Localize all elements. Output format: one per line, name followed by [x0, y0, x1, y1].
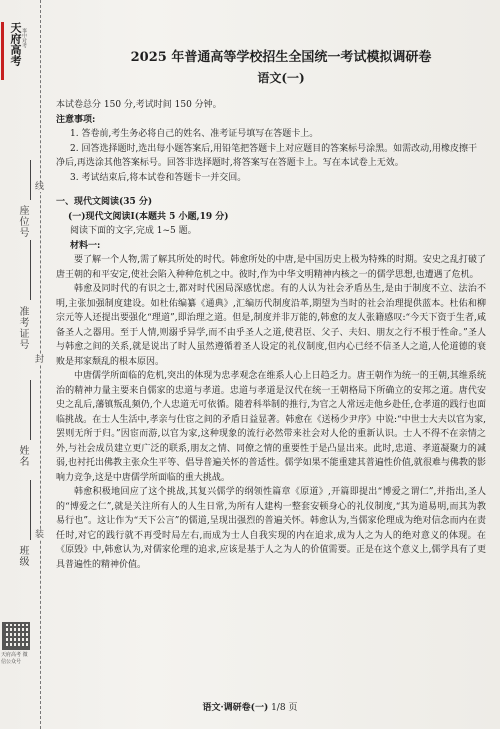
logo-subtext: 事中对考: [21, 28, 27, 48]
passage-paragraph: 韩愈积极地回应了这个挑战,其复兴儒学的纲领性篇章《原道》,开篇即提出“博爱之谓仁”,并指出,圣人的“博爱之仁”,就是关注所有人的人生日常,为所有人建构一整套安顿身心的礼仪制度,“其为道易明,而其为教易行也”。这让作为“天下公言”的儒道,呈现出强烈的普遍关怀。韩愈认为,当儒家伦理成为绝对信念而内在责任时,对它的践行就不再受时局左右,而成为士人自我实现的内在追求,成为人之为人的绝对意义的体现。在《原毁》中,韩愈认为,对儒家伦理的追求,应该是基于人之为人的价值需要。正是在这个意义上,儒学具有了更具普遍性的精神价值。: [56, 487, 486, 570]
exam-subtitle: 语文(一): [257, 71, 305, 85]
exam-content: [56, 46, 486, 572]
passage-paragraph: 韩愈及同时代的有识之士,都对时代困局深感忧虑。有的人认为社会矛盾丛生,是由于制度不立、法治不明,主张加强制度建设。如杜佑编纂《通典》,汇编历代制度沿革,期望为当时的社会治理提供蓝本。杜佑和柳宗元等人还提出要强化“理道”,即治理之道。但是,制度并非万能的,韩愈的友人张籍感叹:“今天下资于生者,咸备圣人之器用。至于人情,则溺乎异学,而不由乎圣人之道,使君臣、父子、夫妇、朋友之行不根于性命。”圣人与韩愈之间的关系,就是说出了时人虽然遵循着圣人设定的礼仪制度,但内心已经不信圣人之道,人伦道德的衰败是邦家颓乱的根本原因。: [56, 284, 486, 367]
seat-number-label: 座位号: [17, 205, 28, 238]
name-label: 姓名: [17, 445, 28, 467]
cut-mark-line: 线: [35, 182, 45, 192]
page-footer: [0, 700, 500, 713]
exam-number-label: 准考证号: [17, 306, 28, 350]
name-line: [30, 380, 31, 440]
notes-heading: 注意事项:: [56, 114, 96, 125]
note-item: 1. 答卷前,考生务必将自己的姓名、准考证号填写在答题卡上。: [70, 129, 319, 139]
exam-number-line: [30, 240, 31, 300]
class-line: [30, 480, 31, 540]
material-label: 材料一:: [70, 240, 101, 251]
logo-text: 天府高考: [9, 22, 22, 66]
footer-label: 语文·调研卷(一): [202, 703, 269, 713]
reading-instruction: 阅读下面的文字,完成 1~5 题。: [70, 226, 197, 236]
seat-number-line: [30, 160, 31, 200]
exam-title: 2025 年普通高等学校招生全国统一考试模拟调研卷: [130, 50, 432, 65]
binding-strip: [0, 0, 44, 729]
passage-paragraph: 中唐儒学所面临的危机,突出的体现为忠孝观念在维系人心上日趋乏力。唐王朝作为统一的王朝,其维系统治的精神力量主要来自儒家的忠道与孝道。忠道与孝道是汉代在统一王朝格局下所确立的安邦之道。唐代安史之乱后,藩镇叛乱频仍,个人忠道无可依循。随着科举制的推行,为官之人常远走他乡赴任,仓孝道的践行也面临挑战。在士人生活中,孝亲与仕宦之间的矛盾日益显著。韩愈在《送杨少尹序》中说:“中世士大夫以官为家,罢则无所于归。”因宦而游,以官为家,这种现象的流行必然带来社会对人伦的重新认识。士人不得不在亲情之外,与社会成员建立更广泛的联系,朋友之情、同僚之情的重要性于是凸显出来。此时,忠道、孝道凝聚力的减弱,也衬托出佛教主张众生平等、倡导普遍关怀的普适性。儒学如果不能重建其普遍性价值,就很难与佛教的影响力竞争,这是中唐儒学所面临的重大挑战。: [56, 371, 486, 483]
cut-mark-bind: 装: [35, 530, 45, 540]
qr-caption: 天府高考 微信公众号: [1, 652, 28, 665]
note-item: 3. 考试结束后,将本试卷和答题卡一并交回。: [70, 172, 247, 183]
section-heading: 一、现代文阅读(35 分): [56, 197, 153, 207]
class-label: 班级: [17, 545, 28, 567]
subsection-heading: (一)现代文阅读Ⅰ(本题共 5 小题,19 分): [68, 211, 229, 222]
brand-logo: [1, 22, 26, 80]
qr-code: [2, 622, 30, 650]
exam-info: 本试卷总分 150 分,考试时间 150 分钟。: [56, 100, 222, 110]
note-item: 2. 回答选择题时,选出每小题答案后,用铅笔把答题卡上对应题目的答案标号涂黑。如需改动,用橡皮擦干净后,再选涂其他答案标号。回答非选择题时,将答案写在答题卡上。写在本试卷上无效。: [56, 143, 478, 168]
page-number: 1/8 页: [271, 703, 298, 713]
cut-mark-seal: 封: [35, 355, 45, 365]
passage-paragraph: 要了解一个人物,需了解其所处的时代。韩愈所处的中唐,是中国历史上极为特殊的时期。安史之乱打破了唐王朝的和平安定,使社会陷入种种危机之中。彼时,作为中华文明精神内核之一的儒学思想,也遭遇了危机。: [56, 255, 486, 280]
